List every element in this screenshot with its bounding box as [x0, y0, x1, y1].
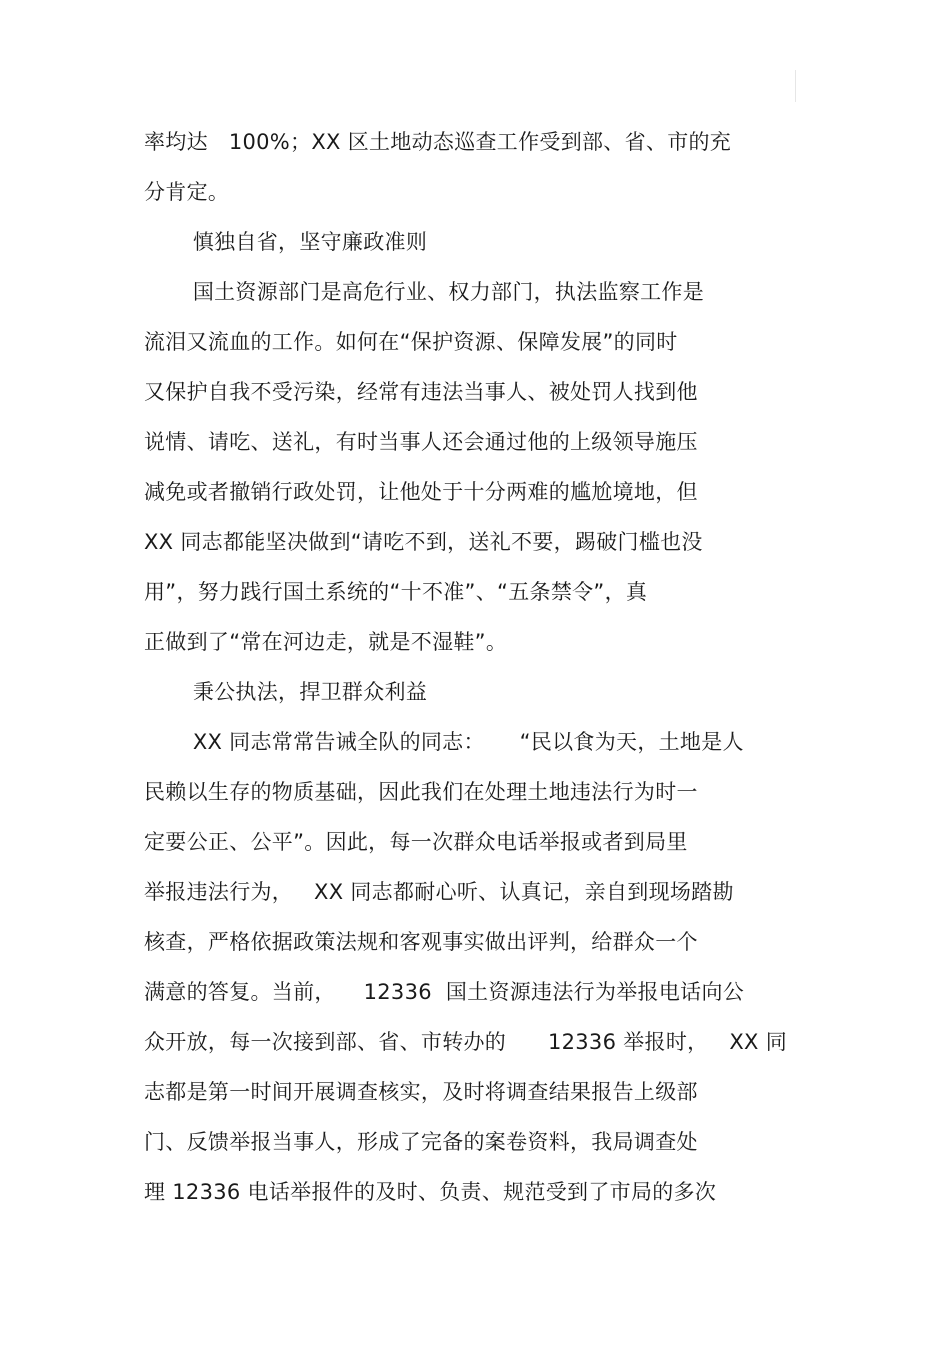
text-line: 民赖以生存的物质基础，因此我们在处理土地违法行为时一 [144, 780, 698, 804]
text-line: 分肯定。 [144, 180, 230, 204]
text-line: 举报违法行为， XX 同志都耐心听、认真记，亲自到现场踏勘 [144, 880, 734, 904]
text-line: 减免或者撤销行政处罚，让他处于十分两难的尴尬境地，但 [144, 480, 698, 504]
page-edge-mark [795, 70, 796, 102]
text-line: 志都是第一时间开展调查核实，及时将调查结果报告上级部 [144, 1080, 698, 1104]
section-heading: 慎独自省，坚守廉政准则 [144, 230, 428, 254]
text-line: 用”，努力践行国土系统的“十不准”、“五条禁令”，真 [144, 580, 648, 604]
text-line: 门、反馈举报当事人，形成了完备的案卷资料，我局调查处 [144, 1130, 698, 1154]
text-line: 满意的答复。当前， 12336 国土资源违法行为举报电话向公 [144, 980, 745, 1004]
text-line: 众开放，每一次接到部、省、市转办的 12336 举报时， XX 同 [144, 1030, 788, 1054]
text-line: 率均达 100%；XX 区土地动态巡查工作受到部、省、市的充 [144, 130, 732, 154]
text-line: 说情、请吃、送礼，有时当事人还会通过他的上级领导施压 [144, 430, 698, 454]
text-line: 国土资源部门是高危行业、权力部门，执法监察工作是 [144, 280, 705, 304]
text-line: XX 同志都能坚决做到“请吃不到，送礼不要，踢破门槛也没 [144, 530, 703, 554]
text-line: 流泪又流血的工作。如何在“保护资源、保障发展”的同时 [144, 330, 678, 354]
text-line: XX 同志常常告诫全队的同志： “民以食为天，土地是人 [144, 730, 744, 754]
text-line: 正做到了“常在河边走，就是不湿鞋”。 [144, 630, 508, 654]
text-line: 核查，严格依据政策法规和客观事实做出评判，给群众一个 [144, 930, 698, 954]
text-line: 又保护自我不受污染，经常有违法当事人、被处罚人找到他 [144, 380, 698, 404]
text-line: 理 12336 电话举报件的及时、负责、规范受到了市局的多次 [144, 1180, 717, 1204]
section-heading: 秉公执法，捍卫群众利益 [144, 680, 428, 704]
text-line: 定要公正、公平”。因此，每一次群众电话举报或者到局里 [144, 830, 688, 854]
